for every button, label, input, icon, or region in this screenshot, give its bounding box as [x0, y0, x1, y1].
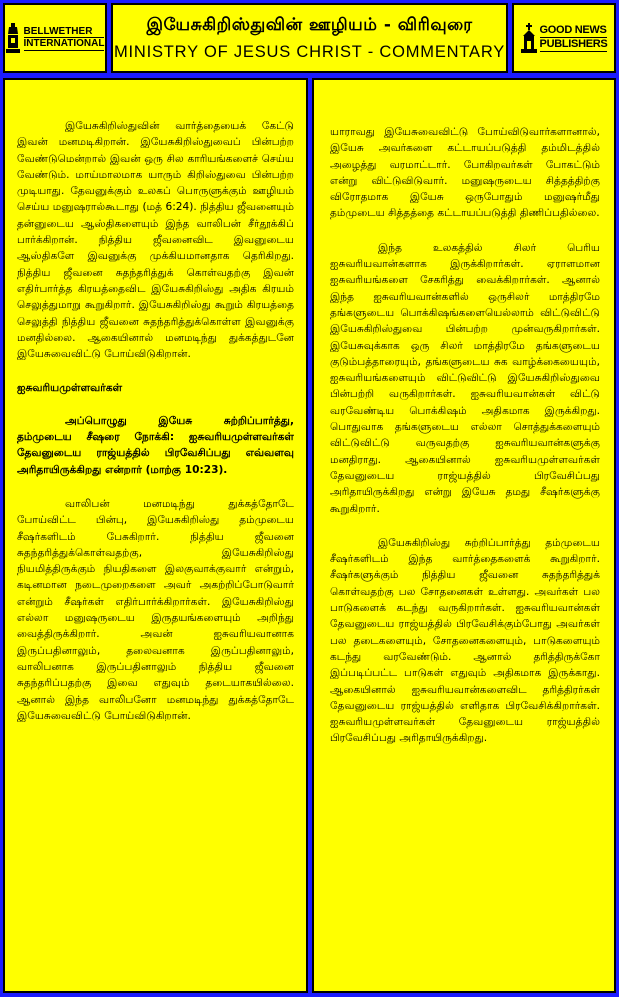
header — [3, 3, 616, 73]
right-logo-line2: PUBLISHERS — [539, 38, 608, 50]
right-column — [312, 78, 616, 993]
left-logo-line2: INTERNATIONAL — [23, 38, 105, 49]
title-english: MINISTRY OF JESUS CHRIST - COMMENTARY — [113, 42, 506, 61]
bellwether-logo — [3, 3, 107, 73]
right-paragraph-1: யாராவது இயேசுவைவிட்டு போய்விடுவார்களானால், இயேசு அவர்களை கட்டாயப்படுத்தி தம்மிடத்தில் அழைத்து வரமாட்டார். போகிறவர்கள் போகட்டும் என்று விட்டுவிடுவார். மனுஷருடைய சித்தத்திற்கு விரோதமாக இயேசு ஒருபோதும் மனுஷர்மீது தம்முடைய சித்தத்தை கட்டாயப்படுத்தி திணிப்பதில்லை. — [330, 126, 600, 220]
title-tamil: இயேசுகிறிஸ்துவின் ஊழியம் - விரிவுரை — [146, 14, 473, 35]
section-heading: ஐசுவரியமுள்ளவர்கள் — [17, 382, 123, 395]
left-column — [3, 78, 308, 993]
scripture-quote: அப்பொழுது இயேசு சுற்றிப்பார்த்து, தம்முடைய சீஷரை நோக்கி: ஐசுவரியமுள்ளவர்கள் தேவனுடைய ராஜ்யத்தில் பிரவேசிப்பது எவ்வளவு அரிதாயிருக்கிறது என்றார் (மாற்கு 10:23). — [17, 414, 294, 476]
bell-tower-icon — [6, 23, 20, 53]
left-logo-line1: BELLWETHER — [24, 26, 105, 39]
left-paragraph-2: வாலிபன் மனமடிந்து துக்கத்தோடே போய்விட்ட பின்பு, இயேசுகிறிஸ்து தம்முடைய சீஷர்களிடம் பேசுகிறார். நித்திய ஜீவனை சுதந்தரித்துக்கொள்வதற்கு, இயேசுகிறிஸ்து நியமித்திருக்கும் நியதிகளை இலகுவாக்குவார் என்றும், கடினமான நடைமுறைகளை அவர் அகற்றிப்போடுவார் என்றும் சீஷர்கள் எதிர்பார்க்கிறார்கள். இயேசுகிறிஸ்து எல்லா மனுஷருடைய இருதயங்களையும் அறிந்து வைத்திருக்கிறார். அவன் ஐசுவரியவானாக இருப்பதினாலும், தலைவனாக இருப்பதினாலும், வாலிபனாக இருப்பதினாலும் நித்திய ஜீவனை சுதந்தரிப்பதற்கு இவை எதுவும் தடையாகயில்லை. ஆனால் இந்த வாலிபனோ மனமடிந்து துக்கத்தோடே இயேசுவைவிட்டு போய்விடுகிறான். — [17, 497, 294, 722]
good-news-logo — [512, 3, 616, 73]
right-paragraph-3: இயேசுகிறிஸ்து சுற்றிப்பார்த்து தம்முடைய சீஷர்களிடம் இந்த வார்த்தைகளைக் கூறுகிறார். சீஷர்களுக்கும் நித்திய ஜீவனை சுதந்தரித்துக் கொள்வதற்கு பல சோதனைகள் உள்ளது. அவர்கள் பல பாடுகளைக் கடந்து வருகிறார்கள். ஐசுவரியவான்கள் தேவனுடைய ராஜ்யத்தில் பிரவேசிக்கும்போது அவர்கள் பல தடைகளையும், சோதனைகளையும், பாடுகளையும் கடந்து வரவேண்டும். ஆனால் தரித்திருக்கோ இப்படிப்பட்ட பாடுகள் எதுவும் அதிகமாக இருக்காது. ஆகையினால் ஐசுவரியவான்களைவிட தரித்திரர்கள் தேவனுடைய ராஜ்யத்தில் எளிதாக பிரவேசிக்கிறார்கள். ஐசுவரியமுள்ளவர்கள் தேவனுடைய ராஜ்யத்தில் பிரவேசிப்பது அரிதாயிருக்கிறது. — [330, 536, 600, 745]
right-logo-line1: GOOD NEWS — [539, 24, 607, 37]
title-box — [111, 3, 508, 73]
right-paragraph-2: இந்த உலகத்தில் சிலர் பெரிய ஐசுவரியவான்களாக இருக்கிறார்கள். ஏராளமான ஐசுவரியங்களை சேகரித்து வைக்கிறார்கள். ஆனால் இந்த ஐசுவரியவான்களில் ஒருசிலர் மாத்திரமே தங்களுடைய பொக்கிஷங்களையெல்லாம் விட்டுவிட்டு இயேசுகிறிஸ்துவை பின்பற்ற முன்வருகிறார்கள். இயேசுவுக்காக ஒரு சிலர் மாத்திரமே தங்களுடைய குடும்பத்தாரையும், தங்களுடைய சுக வாழ்க்கையையும், ஐசுவரியங்களையும் விட்டுவிட்டு இயேசுகிறிஸ்துவை பின்பற்றி வருகிறார்கள். ஐசுவரியவான்கள் விட்டு வரவேண்டிய பொக்கிஷம் அதிகமாக இருக்கிறது. பொதுவாக தங்களுடைய எல்லா சொத்துக்களையும் விட்டுவிட்டு வருவதற்கு ஐசுவரியவான்களுக்கு மனதிராது. ஆகையினால் ஐசுவரியமுள்ளவர்கள் தேவனுடைய ராஜ்யத்தில் பிரவேசிப்பது அரிதாயிருக்கிறது என்று இயேசு தமது சீஷர்களுக்கு கூறுகிறார். — [330, 241, 600, 515]
church-icon — [521, 23, 537, 53]
left-paragraph-1: இயேசுகிறிஸ்துவின் வார்த்தையைக் கேட்டு இவன் மனமடிகிறான். இயேசுகிறிஸ்துவைப் பின்பற்ற வேண்டுமென்றால் இவன் ஒரு சில காரியங்களைச் செய்ய வேண்டும். மாய்மாலமாக யாரும் கிறிஸ்துவை பின்பற்ற முடியாது. தேவனுக்கும் உலகப் பொருளுக்கும் ஊழியம் செய்ய மனுஷரால்கூடாது (மத் 6:24). நித்திய ஜீவனையும் தன்னுடைய ஆஸ்திகளையும் இந்த வாலிபன் சீர்தூக்கிப் பார்க்கிறான். நித்திய ஜீவனைவிட இவனுடைய ஆஸ்திகளே இவனுக்கு முக்கியமானதாக தெரிகிறது. நித்திய ஜீவனை சுதந்தரித்துக் கொள்வதற்கு இவன் எதிர்பார்த்த கிரயத்தைவிட இயேசுகிறிஸ்து அதிக கிரயம் செலுத்துமாறு கூறுகிறார். இயேசுகிறிஸ்து கூறும் கிரயத்தை செலுத்தி நித்திய ஜீவனை சுதந்தரித்துக்கொள்ள இவனுக்கு மனதில்லை. ஆகையினால் மனமடிந்து துக்கத்துடனே இயேசுவைவிட்டு போய்விடுகிறான். — [17, 120, 294, 361]
